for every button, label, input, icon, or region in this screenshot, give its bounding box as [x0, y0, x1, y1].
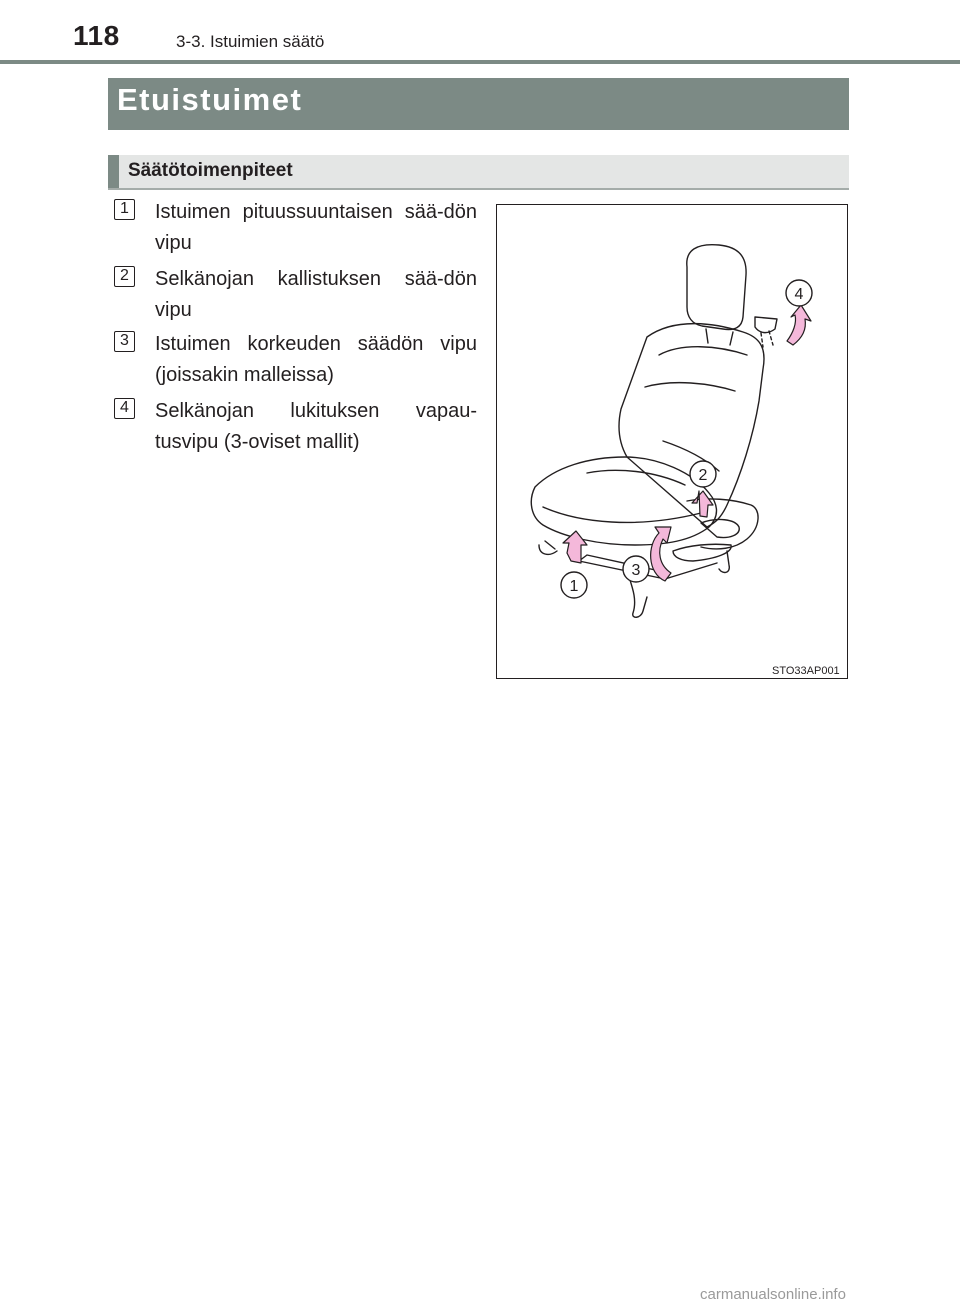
callout-2: 2	[698, 467, 708, 484]
header-rule	[0, 60, 960, 64]
subsection-accent	[108, 155, 119, 189]
number-badge: 3	[114, 331, 135, 352]
figure-code: STO33AP001	[772, 665, 840, 677]
callout-4: 4	[794, 286, 804, 303]
list-item-text: Istuimen pituussuuntaisen sää-dön vipu	[155, 201, 477, 254]
page-number: 118	[73, 20, 120, 51]
arrow-3	[651, 527, 671, 581]
number-badge: 1	[114, 199, 135, 220]
number-badge: 2	[114, 266, 135, 287]
subsection-title: Säätötoimenpiteet	[128, 160, 293, 181]
callout-1: 1	[569, 578, 579, 595]
section-title: Etuistuimet	[117, 82, 303, 117]
watermark: carmanualsonline.info	[700, 1286, 846, 1303]
list-item-text: Istuimen korkeuden säädön vipu (joissakin malleissa)	[155, 333, 477, 386]
list-item-text: Selkänojan kallistuksen sää-dön vipu	[155, 268, 477, 321]
callout-markers	[561, 280, 812, 598]
running-head: 3-3. Istuimien säätö	[176, 32, 325, 51]
subsection-rule	[108, 188, 849, 190]
callout-3: 3	[631, 562, 641, 579]
adjustment-arrows	[563, 305, 811, 581]
number-badge: 4	[114, 398, 135, 419]
seat-illustration	[497, 205, 847, 678]
list-item-text: Selkänojan lukituksen vapau-tusvipu (3-oviset mallit)	[155, 400, 477, 453]
arrow-4	[787, 305, 811, 345]
